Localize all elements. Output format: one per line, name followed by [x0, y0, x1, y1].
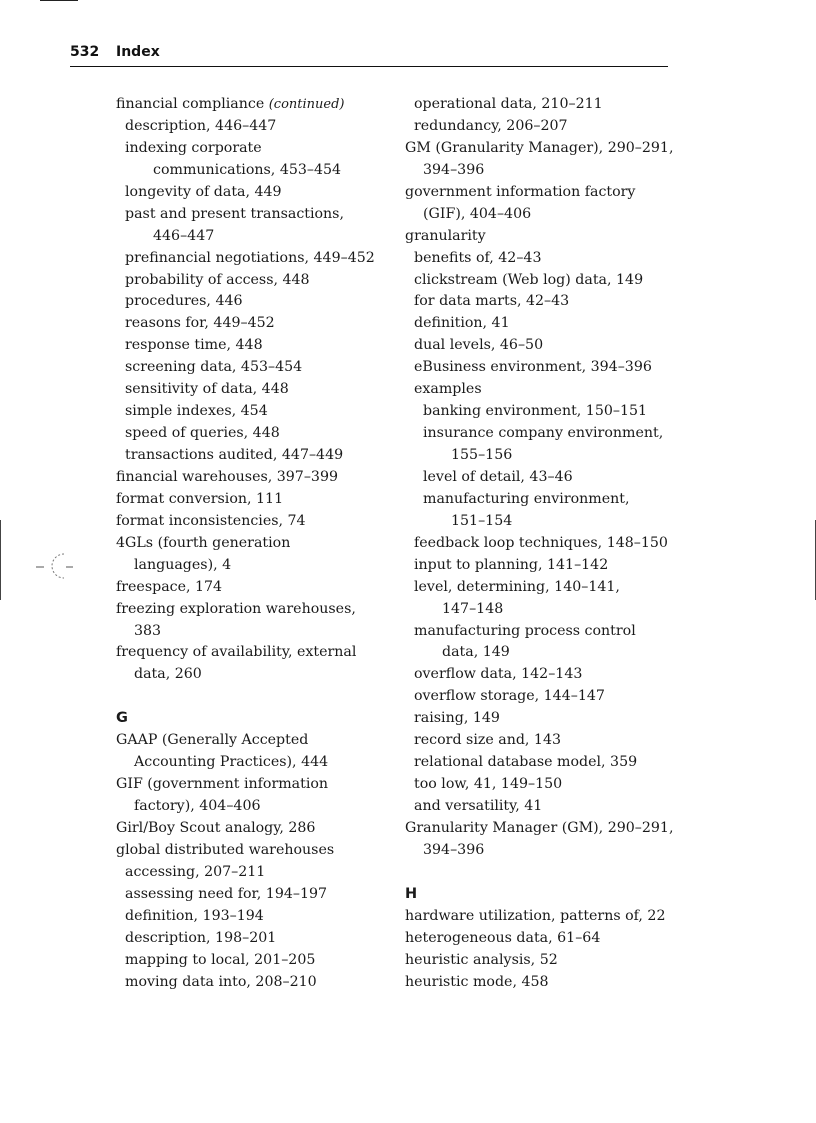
entry-text: heuristic analysis, 52 [405, 951, 558, 968]
entry-text: GIF (government information [116, 776, 329, 793]
index-entry [405, 906, 680, 928]
index-continuation [116, 664, 391, 686]
entry-text: procedures, 446 [125, 293, 243, 310]
entry-text: (GIF), 404–406 [423, 205, 532, 222]
entry-text: 383 [134, 622, 162, 639]
entry-text: level, determining, 140–141, [414, 578, 620, 595]
index-subentry [405, 686, 680, 708]
index-entry [405, 226, 680, 248]
entry-text: format inconsistencies, 74 [116, 512, 306, 529]
entry-text: description, 198–201 [125, 929, 277, 946]
entry-text: moving data into, 208–210 [125, 973, 317, 990]
index-subentry [116, 423, 391, 445]
index-subentry [405, 664, 680, 686]
entry-text: clickstream (Web log) data, 149 [414, 271, 644, 288]
index-continuation [405, 840, 680, 862]
entry-text: indexing corporate [125, 139, 262, 156]
entry-text: feedback loop techniques, 148–150 [414, 534, 668, 551]
index-continuation [405, 642, 680, 664]
entry-text: for data marts, 42–43 [414, 293, 570, 310]
entry-text: Girl/Boy Scout analogy, 286 [116, 819, 316, 836]
section-letter: H [405, 885, 418, 902]
index-entry [405, 818, 680, 840]
section-letter: G [116, 710, 128, 727]
index-subentry [405, 555, 680, 577]
entry-text: heuristic mode, 458 [405, 973, 549, 990]
index-subentry [405, 752, 680, 774]
entry-text: insurance company environment, [423, 425, 664, 442]
index-subentry [116, 270, 391, 292]
index-entry [116, 840, 391, 862]
entry-text: prefinancial negotiations, 449–452 [125, 249, 375, 266]
index-entry [116, 577, 391, 599]
index-continuation [405, 160, 680, 182]
entry-text: Granularity Manager (GM), 290–291, [405, 819, 674, 836]
entry-text: eBusiness environment, 394–396 [414, 359, 652, 376]
index-subentry [405, 796, 680, 818]
index-entry [116, 730, 391, 752]
index-continuation [405, 511, 680, 533]
entry-text: factory), 404–406 [134, 798, 261, 814]
index-continuation [405, 423, 680, 445]
index-subentry [405, 621, 680, 643]
entry-text: relational database model, 359 [414, 754, 638, 771]
index-subentry [405, 116, 680, 138]
entry-text: GM (Granularity Manager), 290–291, [405, 139, 674, 156]
index-subentry [116, 972, 391, 994]
running-header [70, 44, 668, 67]
entry-text: reasons for, 449–452 [125, 315, 275, 332]
index-entry [405, 928, 680, 950]
page-number: 532 [70, 44, 100, 60]
entry-text: and versatility, 41 [414, 798, 543, 814]
index-subentry [405, 533, 680, 555]
entry-text: 394–396 [423, 161, 485, 178]
index-subentry [116, 138, 391, 160]
index-entry [116, 94, 391, 116]
index-subentry [116, 950, 391, 972]
index-continuation [405, 467, 680, 489]
entry-text: 446–447 [153, 227, 215, 244]
index-subentry [405, 335, 680, 357]
entry-text: level of detail, 43–46 [423, 468, 573, 485]
entry-text: format conversion, 111 [116, 490, 284, 507]
index-subentry [116, 335, 391, 357]
index-continuation [116, 555, 391, 577]
header-title: Index [116, 44, 160, 60]
entry-text: 151–154 [451, 512, 513, 529]
index-continuation [116, 621, 391, 643]
entry-text: longevity of data, 449 [125, 183, 282, 200]
index-continuation [405, 445, 680, 467]
entry-text: data, 149 [442, 644, 510, 661]
entry-text: financial compliance [116, 96, 269, 112]
index-continuation [405, 599, 680, 621]
entry-text: 4GLs (fourth generation [116, 534, 291, 551]
entry-text: mapping to local, 201–205 [125, 951, 316, 968]
index-entry [116, 818, 391, 840]
entry-text: screening data, 453–454 [125, 359, 303, 376]
index-subentry [116, 248, 391, 270]
entry-text: simple indexes, 454 [125, 403, 268, 420]
entry-text: dual levels, 46–50 [414, 337, 544, 354]
entry-text: Accounting Practices), 444 [134, 754, 329, 771]
index-entry [116, 511, 391, 533]
entry-text: manufacturing process control [414, 622, 636, 639]
index-subentry [405, 774, 680, 796]
top-crop-rule [40, 0, 78, 1]
entry-text: speed of queries, 448 [125, 425, 280, 442]
entry-text: heterogeneous data, 61–64 [405, 929, 601, 946]
entry-text: financial warehouses, 397–399 [116, 468, 339, 485]
index-continuation [405, 204, 680, 226]
index-entry [405, 950, 680, 972]
entry-text: freezing exploration warehouses, [116, 600, 356, 617]
index-subentry [116, 291, 391, 313]
entry-text: assessing need for, 194–197 [125, 885, 328, 902]
section-gap [116, 686, 391, 708]
entry-text: frequency of availability, external [116, 644, 357, 661]
index-continuation [116, 796, 391, 818]
index-subentry [116, 401, 391, 423]
index-subentry [405, 577, 680, 599]
entry-text: 394–396 [423, 841, 485, 858]
entry-text: granularity [405, 227, 486, 244]
index-continuation [405, 401, 680, 423]
index-subentry [116, 928, 391, 950]
entry-text: 155–156 [451, 447, 513, 463]
index-entry [405, 972, 680, 994]
entry-text: freespace, 174 [116, 578, 223, 595]
index-entry [116, 642, 391, 664]
index-subentry [116, 906, 391, 928]
index-continuation [116, 752, 391, 774]
index-subentry [116, 445, 391, 467]
index-subentry [116, 862, 391, 884]
entry-text: languages), 4 [134, 556, 232, 573]
index-entry [116, 599, 391, 621]
index-subentry [405, 270, 680, 292]
entry-text: redundancy, 206–207 [414, 117, 568, 134]
entry-text: overflow storage, 144–147 [414, 688, 605, 705]
index-subentry [116, 313, 391, 335]
entry-text: definition, 193–194 [125, 907, 264, 924]
index-subentry [405, 357, 680, 379]
index-subentry [116, 884, 391, 906]
entry-text: banking environment, 150–151 [423, 403, 648, 420]
index-entry [116, 774, 391, 796]
entry-text: 147–148 [442, 600, 504, 617]
entry-text: operational data, 210–211 [414, 96, 603, 112]
entry-qualifier: (continued) [268, 97, 345, 112]
index-subentry [405, 94, 680, 116]
index-subentry [405, 708, 680, 730]
index-column-left [116, 94, 391, 993]
entry-text: too low, 41, 149–150 [414, 776, 563, 793]
index-subentry [116, 204, 391, 226]
entry-text: response time, 448 [125, 337, 263, 354]
index-entry [405, 182, 680, 204]
index-subentry [405, 248, 680, 270]
entry-text: definition, 41 [414, 315, 510, 332]
entry-text: transactions audited, 447–449 [125, 447, 344, 463]
index-continuation [116, 226, 391, 248]
entry-text: manufacturing environment, [423, 490, 630, 507]
entry-text: record size and, 143 [414, 732, 562, 749]
index-entry [116, 489, 391, 511]
index-subentry [405, 291, 680, 313]
index-subentry [116, 116, 391, 138]
entry-text: overflow data, 142–143 [414, 666, 583, 683]
index-entry [116, 533, 391, 555]
entry-text: raising, 149 [414, 710, 500, 727]
entry-text: probability of access, 448 [125, 271, 310, 288]
entry-text: GAAP (Generally Accepted [116, 732, 309, 749]
entry-text: hardware utilization, patterns of, 22 [405, 907, 666, 924]
entry-text: examples [414, 381, 482, 398]
entry-text: accessing, 207–211 [125, 863, 266, 880]
index-entry [116, 467, 391, 489]
entry-text: description, 446–447 [125, 117, 277, 134]
index-subentry [405, 313, 680, 335]
entry-text: data, 260 [134, 666, 202, 683]
section-gap [405, 862, 680, 884]
entry-text: input to planning, 141–142 [414, 556, 609, 573]
index-subentry [116, 357, 391, 379]
index-continuation [405, 489, 680, 511]
index-subentry [405, 730, 680, 752]
entry-text: global distributed warehouses [116, 841, 335, 858]
index-continuation [116, 160, 391, 182]
entry-text: sensitivity of data, 448 [125, 381, 289, 398]
index-subentry [405, 379, 680, 401]
entry-text: communications, 453–454 [153, 161, 342, 178]
index-column-right [405, 94, 680, 993]
entry-text: government information factory [405, 183, 636, 200]
registration-mark-icon [0, 520, 82, 602]
index-entry [405, 138, 680, 160]
entry-text: past and present transactions, [125, 205, 344, 222]
index-subentry [116, 182, 391, 204]
entry-text: benefits of, 42–43 [414, 249, 542, 266]
index-subentry [116, 379, 391, 401]
